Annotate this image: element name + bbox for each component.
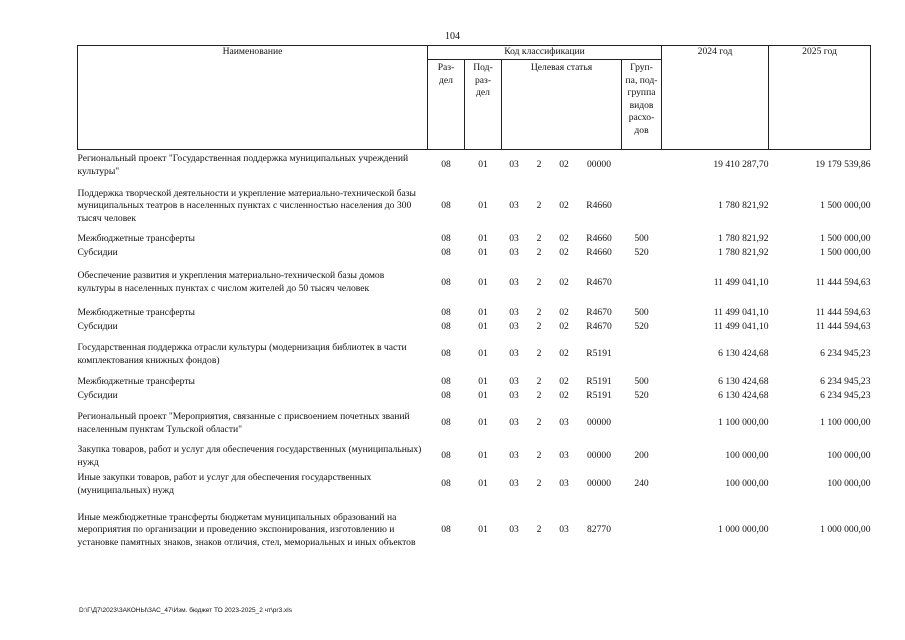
row-target-event: 03 [559, 524, 569, 536]
row-subsection: 01 [478, 478, 488, 490]
row-target-subprogram: 2 [536, 375, 542, 387]
row-amount-2024: 1 780 821,92 [718, 200, 769, 212]
row-expense-group: 240 [634, 478, 649, 490]
row-target-direction: R4670 [586, 321, 612, 333]
row-amount-2024: 6 130 424,68 [718, 348, 769, 360]
row-amount-2024: 100 000,00 [725, 450, 769, 462]
row-target-program: 03 [509, 524, 519, 536]
row-target-subprogram: 2 [536, 390, 542, 402]
row-section: 08 [441, 524, 451, 536]
row-name: Государственная поддержка отрасли культуры (модернизация библиотек в части комплектования книжных фондов) [77, 341, 407, 366]
header-subsection: Под- раз- дел [465, 60, 502, 150]
row-section: 08 [441, 276, 451, 288]
row-target-event: 02 [559, 390, 569, 402]
row-section: 08 [441, 450, 451, 462]
row-expense-group [622, 150, 662, 182]
row-name: Обеспечение развития и укрепления материально-технической базы домов культуры в населенных пунктах с числом жителей до 50 тысяч человек [77, 270, 385, 294]
row-target-subprogram: 2 [536, 478, 542, 490]
row-target-direction: 00000 [587, 417, 611, 429]
row-amount-2025: 19 179 539,86 [815, 159, 871, 171]
row-target-direction: R5191 [586, 390, 612, 402]
row-amount-2025: 1 500 000,00 [820, 247, 871, 259]
page-number: 104 [445, 31, 460, 42]
row-target-subprogram: 2 [536, 348, 542, 360]
row-section: 08 [441, 348, 451, 360]
row-target-event: 03 [559, 450, 569, 462]
row-amount-2024: 1 780 821,92 [718, 232, 769, 244]
row-amount-2025: 1 100 000,00 [820, 417, 871, 429]
row-amount-2025: 6 234 945,23 [820, 390, 871, 402]
row-target-program: 03 [509, 200, 519, 212]
table-row [78, 261, 871, 306]
row-target-event: 02 [559, 276, 569, 288]
row-expense-group [622, 500, 662, 562]
header-year-2024: 2024 год [662, 46, 769, 150]
row-target-subprogram: 2 [536, 159, 542, 171]
row-target-event: 02 [559, 232, 569, 244]
row-name: Поддержка творческой деятельности и укрепление материально-технической базы муниципальных театров в населенных пунктах с численностью населения до 300 тысяч человек [77, 187, 417, 224]
table-row [78, 444, 871, 470]
row-target-direction: R4670 [586, 306, 612, 318]
row-target-direction: R4660 [586, 232, 612, 244]
row-section: 08 [441, 247, 451, 259]
row-subsection: 01 [478, 159, 488, 171]
row-target-subprogram: 2 [536, 232, 542, 244]
row-subsection: 01 [478, 321, 488, 333]
row-expense-group: 500 [634, 232, 649, 244]
row-expense-group [622, 261, 662, 306]
row-expense-group: 520 [634, 390, 649, 402]
row-amount-2024: 1 000 000,00 [718, 524, 769, 536]
row-subsection: 01 [478, 306, 488, 318]
row-target-direction: R4670 [586, 276, 612, 288]
row-subsection: 01 [478, 200, 488, 212]
row-amount-2025: 11 444 594,63 [815, 276, 871, 288]
row-target-direction: R5191 [586, 348, 612, 360]
row-subsection: 01 [478, 390, 488, 402]
row-target-program: 03 [509, 232, 519, 244]
row-amount-2025: 11 444 594,63 [815, 306, 871, 318]
row-amount-2024: 100 000,00 [725, 478, 769, 490]
row-section: 08 [441, 321, 451, 333]
row-target-subprogram: 2 [536, 417, 542, 429]
row-expense-group [622, 182, 662, 232]
row-amount-2025: 100 000,00 [827, 478, 871, 490]
row-amount-2024: 11 499 041,10 [713, 306, 769, 318]
header-expense-group: Груп- па, под- группа видов расхо- дов [622, 60, 662, 150]
row-target-subprogram: 2 [536, 247, 542, 259]
table-row [78, 470, 871, 500]
row-name: Закупка товаров, работ и услуг для обеспечения государственных (муниципальных) нужд [77, 443, 422, 468]
row-amount-2024: 6 130 424,68 [718, 390, 769, 402]
table-row [78, 150, 871, 182]
row-target-program: 03 [509, 417, 519, 429]
row-expense-group [622, 335, 662, 375]
row-target-program: 03 [509, 450, 519, 462]
row-target-program: 03 [509, 478, 519, 490]
row-target-program: 03 [509, 390, 519, 402]
row-target-event: 02 [559, 200, 569, 212]
row-amount-2024: 1 100 000,00 [718, 417, 769, 429]
budget-table [77, 45, 871, 562]
row-amount-2025: 1 500 000,00 [820, 200, 871, 212]
row-target-subprogram: 2 [536, 276, 542, 288]
row-name: Региональный проект "Государственная поддержка муниципальных учреждений культуры" [77, 153, 409, 177]
row-target-event: 02 [559, 247, 569, 259]
row-target-subprogram: 2 [536, 321, 542, 333]
row-amount-2025: 11 444 594,63 [815, 321, 871, 333]
row-expense-group [622, 404, 662, 444]
row-target-direction: 00000 [587, 450, 611, 462]
row-target-subprogram: 2 [536, 200, 542, 212]
table-row [78, 247, 871, 261]
row-section: 08 [441, 306, 451, 318]
row-expense-group: 500 [634, 375, 649, 387]
row-subsection: 01 [478, 348, 488, 360]
row-target-direction: 82770 [587, 524, 611, 536]
row-expense-group: 520 [634, 247, 649, 259]
row-target-program: 03 [509, 375, 519, 387]
row-amount-2025: 6 234 945,23 [820, 348, 871, 360]
table-row [78, 335, 871, 375]
row-subsection: 01 [478, 417, 488, 429]
header-year-2025: 2025 год [769, 46, 871, 150]
row-target-event: 02 [559, 375, 569, 387]
row-amount-2024: 6 130 424,68 [718, 375, 769, 387]
table-row [78, 375, 871, 390]
row-section: 08 [441, 159, 451, 171]
row-subsection: 01 [478, 450, 488, 462]
header-section: Раз- дел [428, 60, 465, 150]
row-subsection: 01 [478, 232, 488, 244]
row-section: 08 [441, 375, 451, 387]
row-target-program: 03 [509, 247, 519, 259]
row-name: Субсидии [77, 321, 118, 333]
row-target-subprogram: 2 [536, 306, 542, 318]
table-row [78, 182, 871, 232]
row-target-event: 02 [559, 321, 569, 333]
row-section: 08 [441, 417, 451, 429]
table-header [78, 46, 871, 150]
row-amount-2025: 1 500 000,00 [820, 232, 871, 244]
table-row [78, 306, 871, 321]
row-section: 08 [441, 478, 451, 490]
table-row [78, 500, 871, 562]
row-subsection: 01 [478, 276, 488, 288]
row-target-program: 03 [509, 276, 519, 288]
row-section: 08 [441, 390, 451, 402]
row-target-event: 02 [559, 306, 569, 318]
row-target-program: 03 [509, 321, 519, 333]
row-subsection: 01 [478, 524, 488, 536]
header-classification: Код классификации [428, 46, 662, 60]
row-amount-2025: 6 234 945,23 [820, 375, 871, 387]
row-target-direction: R5191 [586, 375, 612, 387]
row-target-subprogram: 2 [536, 450, 542, 462]
row-name: Межбюджетные трансферты [77, 232, 195, 244]
table-row [78, 404, 871, 444]
row-section: 08 [441, 232, 451, 244]
row-subsection: 01 [478, 375, 488, 387]
table-row [78, 390, 871, 404]
row-target-direction: R4660 [586, 200, 612, 212]
row-target-event: 03 [559, 417, 569, 429]
row-expense-group: 500 [634, 306, 649, 318]
row-target-event: 03 [559, 478, 569, 490]
file-path-footer: D:\Г\Д7\2023\ЗАКОНЫ\ЗАС_47\Изм. бюджет ТО 2023-2025_2 чт\pr3.xls [79, 607, 292, 614]
row-name: Субсидии [77, 390, 118, 402]
row-target-subprogram: 2 [536, 524, 542, 536]
header-name: Наименование [78, 46, 428, 150]
row-target-program: 03 [509, 348, 519, 360]
header-target-article: Целевая статья [502, 60, 622, 150]
row-target-event: 02 [559, 348, 569, 360]
row-name: Межбюджетные трансферты [77, 375, 195, 387]
row-subsection: 01 [478, 247, 488, 259]
row-expense-group: 200 [634, 450, 649, 462]
row-amount-2025: 1 000 000,00 [820, 524, 871, 536]
table-row [78, 232, 871, 247]
row-target-program: 03 [509, 159, 519, 171]
row-target-program: 03 [509, 306, 519, 318]
table-row [78, 321, 871, 335]
row-amount-2024: 11 499 041,10 [713, 321, 769, 333]
row-amount-2025: 100 000,00 [827, 450, 871, 462]
row-amount-2024: 19 410 287,70 [713, 159, 769, 171]
table-body [78, 150, 871, 562]
row-target-direction: R4660 [586, 247, 612, 259]
row-name: Региональный проект "Мероприятия, связанные с присвоением почетных званий населенным пунктам Тульской области" [77, 410, 410, 435]
row-target-direction: 00000 [587, 159, 611, 171]
row-section: 08 [441, 200, 451, 212]
row-amount-2024: 1 780 821,92 [718, 247, 769, 259]
row-target-event: 02 [559, 159, 569, 171]
row-name: Межбюджетные трансферты [77, 306, 195, 318]
row-name: Субсидии [77, 247, 118, 259]
row-expense-group: 520 [634, 321, 649, 333]
row-name: Иные закупки товаров, работ и услуг для обеспечения государственных (муниципальных) нужд [77, 471, 372, 496]
row-target-direction: 00000 [587, 478, 611, 490]
row-amount-2024: 11 499 041,10 [713, 276, 769, 288]
row-name: Иные межбюджетные трансферты бюджетам муниципальных образований на мероприятия по организации и проведению экспонирования, изготовлению и установке памятных знаков, знаков отличия, стел, мемориальных и иных объектов [77, 511, 416, 548]
